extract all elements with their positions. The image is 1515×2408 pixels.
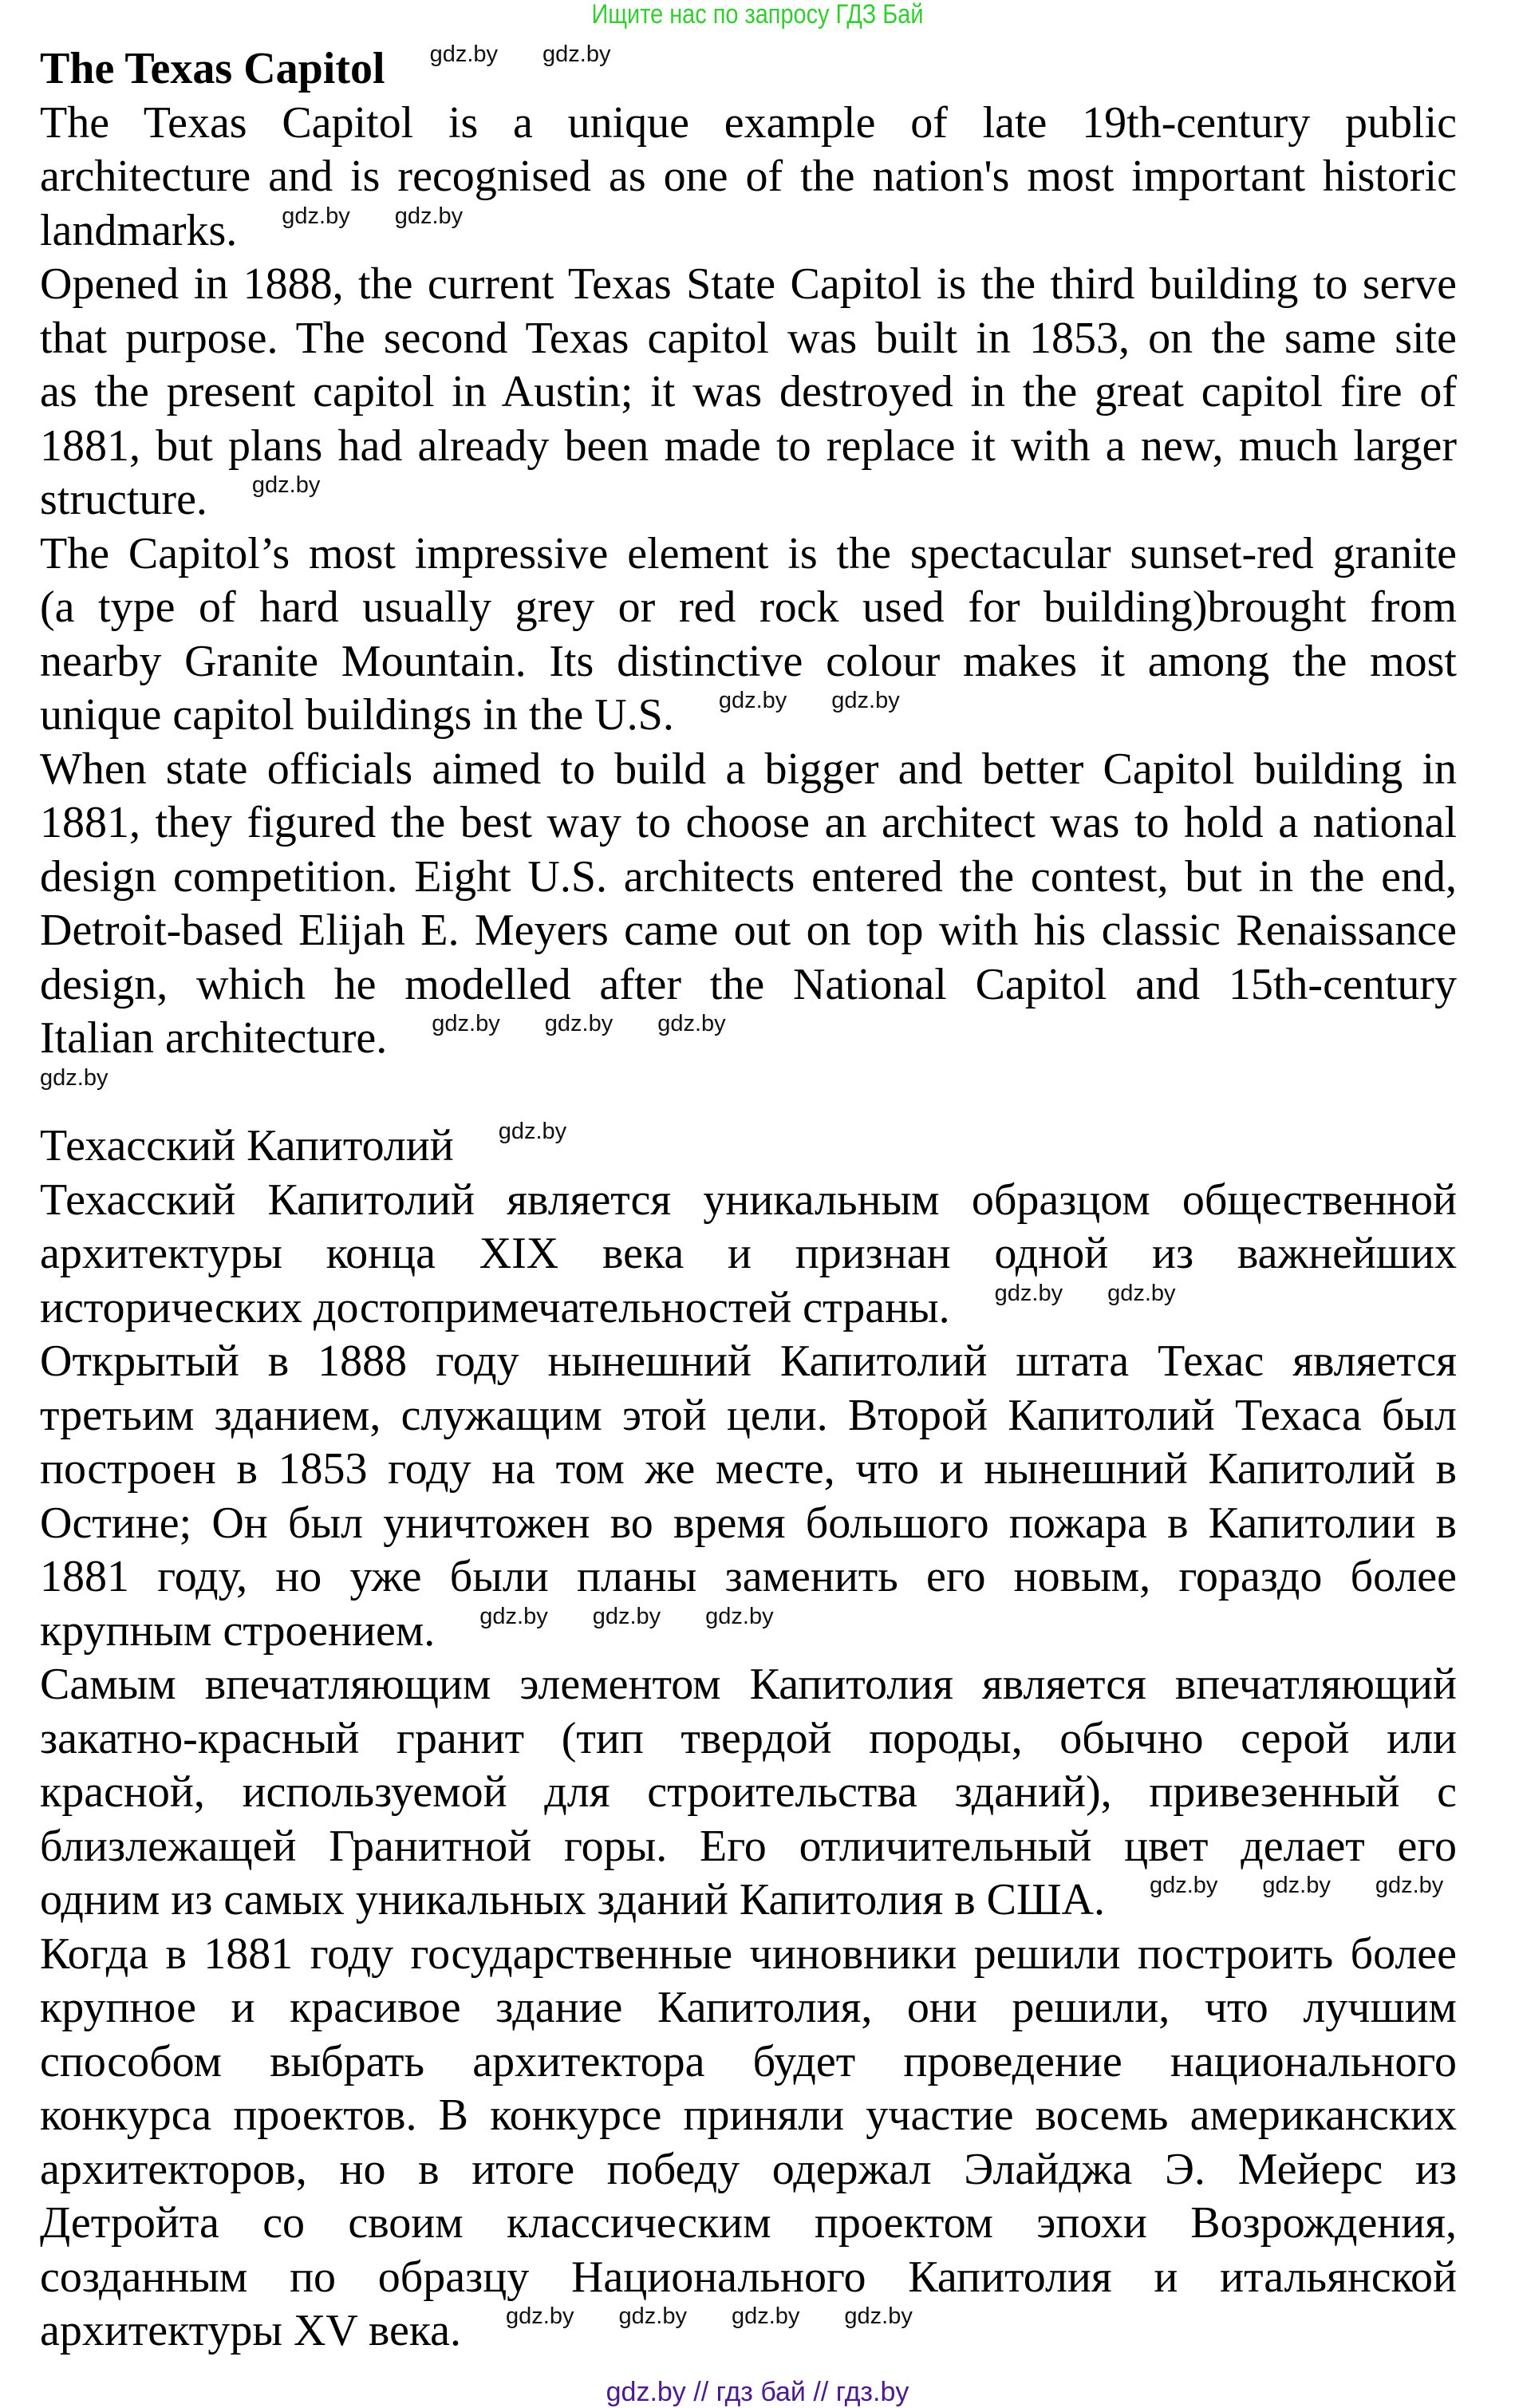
- russian-paragraph-line: [40, 1443, 1457, 1497]
- english-paragraph-line-text: design competition. Eight U.S. architects entered the contest, but in the end,: [40, 851, 1457, 902]
- russian-paragraph-line-text: Открытый в 1888 году нынешний Капитолий штата Техас является: [40, 1336, 1457, 1386]
- russian-paragraph-line: [40, 2143, 1457, 2197]
- russian-paragraph-line-text: крупное и красивое здание Капитолия, они решили, что лучшим: [40, 1983, 1457, 2032]
- english-paragraph-line-text: 1881, but plans had already been made to replace it with a new, much larger: [40, 420, 1457, 471]
- english-paragraph-line: [40, 796, 1457, 851]
- russian-paragraph-line: [40, 2089, 1457, 2143]
- english-paragraph-line: [40, 635, 1457, 689]
- search-banner: Ищите нас по запросу ГДЗ Бай: [591, 0, 924, 30]
- russian-paragraph-line: [40, 1174, 1457, 1228]
- english-paragraph-line-text: 1881, they figured the best way to choose an architect was to hold a national: [40, 798, 1457, 847]
- russian-paragraph-line-text: архитектуры XV века.: [40, 2306, 462, 2355]
- russian-paragraph-line: [40, 1497, 1457, 1551]
- russian-paragraph-line: [40, 1550, 1457, 1605]
- english-paragraph-line: [40, 204, 1457, 259]
- watermark-text: gdz.by: [1149, 1873, 1218, 1898]
- watermark-text: gdz.by: [618, 2303, 687, 2329]
- english-paragraph-line-text: design, which he modelled after the National Capitol and 15th-century: [40, 959, 1457, 1009]
- russian-paragraph-line-text: закатно-красный гранит (тип твердой породы, обычно серой или: [40, 1713, 1457, 1763]
- russian-paragraph-line-text: третьим зданием, служащим этой цели. Второй Капитолий Техаса был: [40, 1390, 1457, 1440]
- english-paragraph-line: [40, 473, 1457, 527]
- watermark-text: gdz.by: [592, 1603, 661, 1629]
- russian-paragraph-line-text: Самым впечатляющим элементом Капитолия является впечатляющий: [40, 1660, 1457, 1709]
- russian-paragraph-line-text: Детройта со своим классическим проектом эпохи Возрождения,: [40, 2198, 1457, 2248]
- russian-paragraph-line-text: построен в 1853 году на том же месте, что и нынешний Капитолий в: [40, 1444, 1457, 1494]
- russian-paragraph-line: [40, 1389, 1457, 1443]
- footer-links: gdz.by // гдз бай // гдз.by: [606, 2377, 909, 2407]
- english-paragraph-line: [40, 851, 1457, 905]
- russian-paragraph-line-text: одним из самых уникальных зданий Капитолия в США.: [40, 1875, 1105, 1924]
- russian-paragraph-line-text: способом выбрать архитектора будет проведение национального: [40, 2036, 1457, 2086]
- watermark-text: gdz.by: [1262, 1873, 1331, 1898]
- russian-paragraph-line: [40, 1873, 1457, 1928]
- watermark-text: gdz.by: [40, 1064, 108, 1091]
- english-paragraph-line-text: The Texas Capitol is a unique example of late 19th-century public: [40, 97, 1457, 148]
- english-paragraph-line-text: structure.: [40, 475, 207, 524]
- russian-paragraph-line: [40, 2197, 1457, 2251]
- russian-paragraph-line: [40, 1281, 1457, 1336]
- russian-paragraph-line-text: крупным строением.: [40, 1605, 436, 1656]
- russian-paragraph-line: [40, 1712, 1457, 1767]
- english-paragraph-line-text: landmarks.: [40, 205, 238, 255]
- russian-paragraph-line: [40, 2251, 1457, 2305]
- english-title: [40, 42, 1457, 97]
- russian-paragraph-line-text: архитектуры конца XIX века и признан одной из важнейших: [40, 1229, 1457, 1278]
- russian-paragraph-line-text: красной, используемой для строительства зданий), привезенный с: [40, 1767, 1457, 1817]
- english-paragraph-line-text: unique capitol buildings in the U.S.: [40, 690, 674, 740]
- watermark-text: gdz.by: [432, 1011, 500, 1036]
- russian-paragraph-line-text: Остине; Он был уничтожен во время большого пожара в Капитолии в: [40, 1498, 1457, 1548]
- english-title-text: The Texas Capitol: [40, 44, 385, 93]
- english-paragraph-line-text: architecture and is recognised as one of the nation's most important historic: [40, 152, 1457, 201]
- russian-paragraph-line-text: исторических достопримечательностей страны.: [40, 1282, 950, 1332]
- watermark-text: gdz.by: [479, 1603, 548, 1629]
- russian-paragraph-line: [40, 1820, 1457, 1874]
- watermark-text: gdz.by: [705, 1603, 774, 1629]
- english-paragraph-line: [40, 258, 1457, 312]
- english-paragraph-line-text: Opened in 1888, the current Texas State Capitol is the third building to serve: [40, 259, 1457, 309]
- russian-paragraph-line-text: Техасский Капитолий является уникальным образцом общественной: [40, 1174, 1457, 1225]
- watermark-text: gdz.by: [831, 688, 900, 713]
- watermark-text: gdz.by: [506, 2303, 574, 2329]
- russian-paragraph-line-text: конкурса проектов. В конкурсе приняли участие восемь американских: [40, 2090, 1457, 2140]
- english-paragraph-line: [40, 689, 1457, 743]
- english-paragraph-line: [40, 150, 1457, 204]
- english-paragraph-line: [40, 312, 1457, 366]
- english-paragraph-line: [40, 527, 1457, 582]
- watermark-text: gdz.by: [844, 2303, 913, 2329]
- russian-paragraph-line: [40, 1766, 1457, 1820]
- english-paragraph-line: [40, 97, 1457, 151]
- english-paragraph-line-text: that purpose. The second Texas capitol was built in 1853, on the same site: [40, 313, 1457, 363]
- english-paragraph-line: [40, 743, 1457, 797]
- watermark-text: gdz.by: [429, 41, 499, 67]
- english-paragraph-line-text: nearby Granite Mountain. Its distinctive colour makes it among the most: [40, 636, 1457, 686]
- russian-paragraph-line: [40, 1658, 1457, 1712]
- russian-paragraph-line-text: архитекторов, но в итоге победу одержал Элайджа Э. Мейерс из: [40, 2144, 1457, 2194]
- watermark-text: gdz.by: [1107, 1280, 1176, 1306]
- english-paragraph-line-text: Detroit-based Elijah E. Meyers came out on top with his classic Renaissance: [40, 906, 1457, 955]
- russian-paragraph-line: [40, 1928, 1457, 1982]
- watermark-text: gdz.by: [251, 472, 321, 498]
- watermark-text: gdz.by: [1375, 1873, 1444, 1898]
- watermark-text: gdz.by: [498, 1119, 567, 1144]
- english-paragraph-line: [40, 420, 1457, 474]
- russian-paragraph-line: [40, 1981, 1457, 2035]
- watermark-text: gdz.by: [994, 1280, 1063, 1306]
- watermark-text: gdz.by: [731, 2303, 800, 2329]
- russian-paragraph-line-text: близлежащей Гранитной горы. Его отличительный цвет делает его: [40, 1821, 1457, 1871]
- english-paragraph-line-text: When state officials aimed to build a bigger and better Capitol building in: [40, 744, 1457, 794]
- russian-title-text: Техасский Капитолий: [40, 1121, 454, 1170]
- russian-paragraph-line: [40, 1605, 1457, 1659]
- english-paragraph-line-text: as the present capitol in Austin; it was destroyed in the great capitol fire of: [40, 367, 1457, 416]
- russian-paragraph-line: [40, 1335, 1457, 1389]
- english-paragraph-line: [40, 1012, 1457, 1066]
- russian-paragraph-line: [40, 2035, 1457, 2090]
- document-body: [40, 42, 1457, 2359]
- russian-paragraph-line-text: Когда в 1881 году государственные чиновники решили построить более: [40, 1928, 1457, 1979]
- watermark-text: gdz.by: [657, 1011, 726, 1036]
- russian-paragraph-line-text: созданным по образцу Национального Капитолия и итальянской: [40, 2252, 1457, 2302]
- watermark-text: gdz.by: [544, 1011, 613, 1036]
- english-paragraph-line: [40, 581, 1457, 635]
- english-paragraph-line: [40, 958, 1457, 1013]
- english-paragraph-line-text: Italian architecture.: [40, 1013, 388, 1063]
- watermark-text: gdz.by: [282, 203, 350, 229]
- english-paragraph-line: [40, 365, 1457, 420]
- russian-paragraph-line: [40, 2304, 1457, 2359]
- watermark-text: gdz.by: [718, 688, 787, 713]
- english-paragraph-line-text: The Capitol’s most impressive element is the spectacular sunset-red granite: [40, 528, 1457, 578]
- blank-line: [40, 1066, 1457, 1120]
- english-paragraph-line-text: (a type of hard usually grey or red rock used for building)brought from: [40, 582, 1457, 632]
- watermark-text: gdz.by: [542, 41, 611, 67]
- watermark-text: gdz.by: [394, 203, 464, 229]
- russian-paragraph-line: [40, 1227, 1457, 1281]
- russian-paragraph-line-text: 1881 году, но уже были планы заменить его новым, гораздо более: [40, 1552, 1457, 1601]
- russian-title: [40, 1119, 1457, 1174]
- english-paragraph-line: [40, 904, 1457, 958]
